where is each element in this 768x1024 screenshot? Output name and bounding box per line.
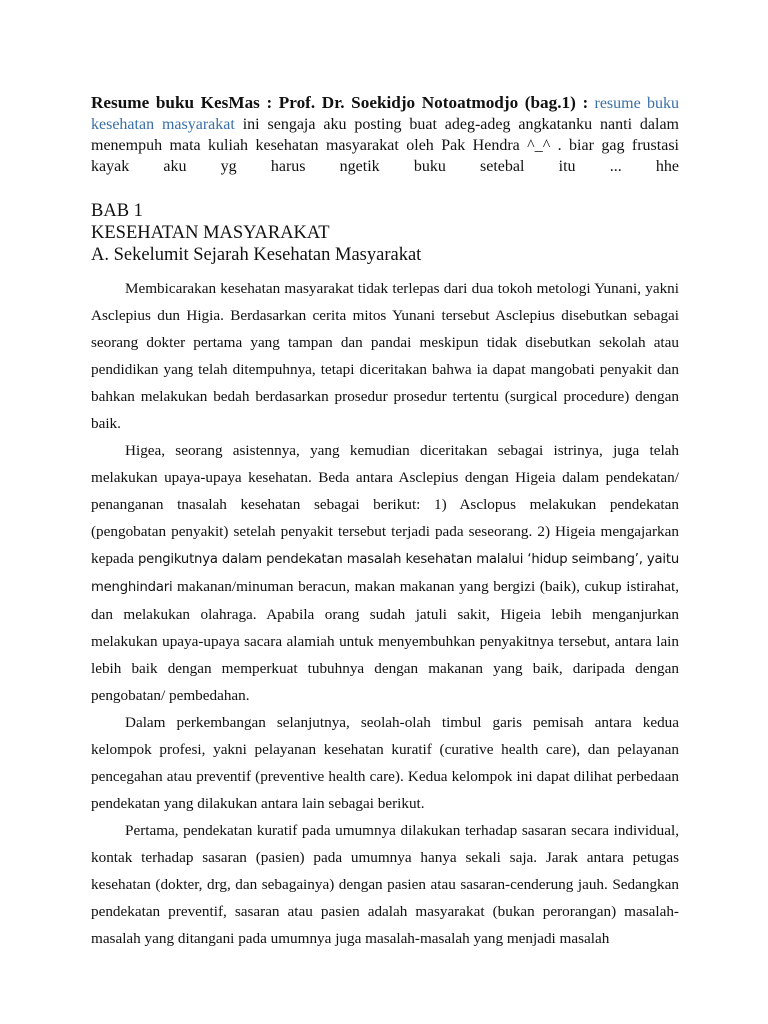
chapter-number: BAB 1 — [91, 201, 143, 221]
section-title: A. Sekelumit Sejarah Kesehatan Masyarakat — [91, 245, 422, 265]
paragraph-development: Dalam perkembangan selanjutnya, seolah-olah timbul garis pemisah antara kedua kelompok profesi, yakni pelayanan kesehatan kuratif (curative health care), dan pelayanan pencegahan atau preventif (preventive health care). Kedua kelompok ini dapat dilihat perbedaan pendekatan yang dilakukan antara lain sebagai berikut. — [91, 714, 679, 812]
paragraph-higea-part-2: makanan/minuman beracun, makan makanan yang bergizi (baik), cukup istirahat, dan melakukan olahraga. Apabila orang sudah jatuli sakit, Higeia lebih menganjurkan melakukan upaya-upaya sacara alamiah untuk menyembuhkan penyakitnya tersebut, antara lain lebih baik dengan memperkuat tubuhnya dengan makanan yang baik, daripada dengan pengobatan/ pembedahan. — [91, 578, 679, 704]
paragraph-asclepius: Membicarakan kesehatan masyarakat tidak terlepas dari dua tokoh metologi Yunani, yakni Asclepius dun Higia. Berdasarkan cerita mitos Yunani tersebut Asclepius disebutkan sebagai seorang dokter pertama yang tampan dan pandai meskipun tidak disebutkan sekolah atau pendidikan yang telah ditempuhnya, tetapi diceritakan bahwa ia dapat mangobati penyakit dan bahkan melakukan bedah berdasarkan prosedur prosedur tertentu (surgical procedure) dengan baik. — [91, 280, 679, 432]
paragraph-higea-alt-font-line: pengikutnya dalam pendekatan masalah kesehatan malalui ‘hidup seimbang’, yaitu menghindari — [91, 552, 680, 595]
post-title: Resume buku KesMas : Prof. Dr. Soekidjo Notoatmodjo (bag.1) : — [91, 93, 589, 112]
document-page — [91, 92, 679, 952]
intro-text: ini sengaja aku posting buat adeg-adeg angkatanku nanti dalam menempuh mata kuliah kesehatan masyarakat oleh Pak Hendra ^_^ . biar gag frustasi kayak aku yg harus ngetik buku setebal itu ... hhe — [91, 116, 680, 175]
intro-paragraph — [91, 92, 679, 177]
paragraph-first-approach: Pertama, pendekatan kuratif pada umumnya dilakukan terhadap sasaran secara individual, kontak terhadap sasaran (pasien) pada umumnya hanya sekali saja. Jarak antara petugas kesehatan (dokter, drg, dan sebagainya) dengan pasien atau sasaran-cenderung jauh. Sedangkan pendekatan preventif, sasaran atau pasien adalah masyarakat (bukan perorangan) masalah-masalah yang ditangani pada umumnya juga masalah-masalah yang menjadi masalah — [91, 822, 679, 947]
paragraph-higea-part-1: Higea, seorang asistennya, yang kemudian diceritakan sebagai istrinya, juga telah melakukan upaya-upaya kesehatan. Beda antara Asclepius dengan Higeia dalam pendekatan/ penanganan tnasalah kesehatan sebagai berikut: 1) Asclopus melakukan pendekatan (pengobatan penyakit) setelah penyakit tersebut terjadi pada seseorang. 2) Higeia mengajarkan kepada — [91, 442, 679, 567]
chapter-heading — [91, 200, 679, 266]
resume-link[interactable]: resume buku kesehatan masyarakat — [91, 95, 680, 133]
paragraph-higea — [91, 437, 679, 709]
chapter-title: KESEHATAN MASYARAKAT — [91, 223, 330, 243]
